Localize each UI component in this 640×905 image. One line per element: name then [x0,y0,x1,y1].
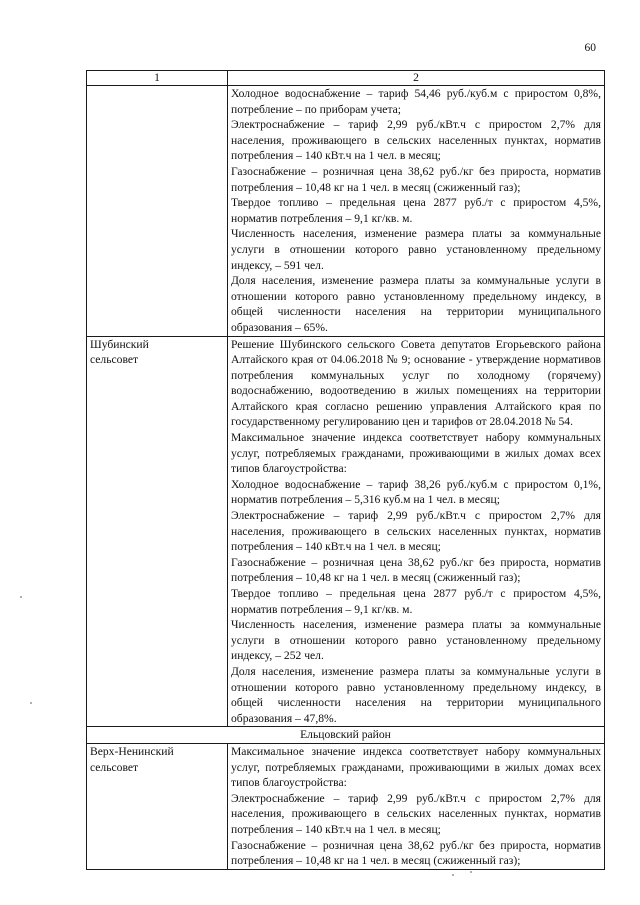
municipality-name: Шубинский сельсовет [90,337,149,367]
description-cell [228,336,605,727]
paragraph: Электроснабжение – тариф 2,99 руб./кВт.ч с приростом 2,7% для населения, проживающего в сельских населенных пунктах, норматив потребления – 140 кВт.ч на 1 чел. в месяц; [231,791,601,836]
table-row [87,86,605,337]
paragraph: Холодное водоснабжение – тариф 38,26 руб./куб.м с приростом 0,1%, норматив потребления – 5,316 куб.м на 1 чел. в месяц; [231,477,601,507]
scan-speck [20,596,22,598]
paragraph: Доля населения, изменение размера платы за коммунальные услуги в отношении которого равно установленному предельному индексу, в общей численности населения на территории муниципального образования – 47,8%. [231,664,601,725]
paragraph: Газоснабжение – розничная цена 38,62 руб./кг без прироста, норматив потребления – 10,48 кг на 1 чел. в месяц (сжиженный газ); [231,838,601,868]
paragraph: Решение Шубинского сельского Совета депутатов Егорьевского района Алтайского края от 04.06.2018 № 9; основание - утверждение нормативов потребления коммунальных услуг по холодному (горячему) водоснабжению, водоотведению в жилых помещениях на территории Алтайского края согласно решению управления Алтайского края по государственному регулированию цен и тарифов от 28.04.2018 № 54. [231,337,601,429]
district-heading: Ельцовский район [87,727,605,744]
paragraph: Твердое топливо – предельная цена 2877 руб./т с приростом 4,5%, норматив потребления – 9,1 кг/кв. м. [231,587,601,616]
scan-speck [470,871,472,873]
table-row [87,743,605,869]
paragraph: Численность населения, изменение размера платы за коммунальные услуги в отношении которого равно установленному предельному индексу, – 252 чел. [231,618,601,663]
page-number: 60 [584,42,596,54]
table-header-row [87,71,605,86]
paragraph: Максимальное значение индекса соответствует набору коммунальных услуг, потребляемых гражданами, проживающими в жилых домах всех типов благоустройства: [231,744,601,790]
paragraph: Твердое топливо – предельная цена 2877 руб./т с приростом 4,5%, норматив потребления – 9,1 кг/кв. м. [231,196,601,225]
paragraph: Численность населения, изменение размера платы за коммунальные услуги в отношении которого равно установленному предельному индексу, – 591 чел. [231,227,601,272]
municipality-cell [87,743,228,869]
paragraph: Доля населения, изменение размера платы за коммунальные услуги в отношении которого равно установленному предельному индексу, в общей численности населения на территории муниципального образования – 65%. [231,274,601,334]
tariff-table [86,70,605,870]
scan-speck [452,874,454,876]
paragraph: Электроснабжение – тариф 2,99 руб./кВт.ч с приростом 2,7% для населения, проживающего в сельских населенных пунктах, норматив потребления – 140 кВт.ч на 1 чел. в месяц; [231,509,601,554]
paragraph: Газоснабжение – розничная цена 38,62 руб./кг без прироста, норматив потребления – 10,48 кг на 1 чел. в месяц (сжиженный газ); [231,164,601,194]
column-header-2: 2 [228,71,605,86]
paragraph: Электроснабжение – тариф 2,99 руб./кВт.ч с приростом 2,7% для населения, проживающего в сельских населенных пунктах, норматив потребления – 140 кВт.ч на 1 чел. в месяц; [231,118,601,163]
column-header-1: 1 [87,71,228,86]
municipality-name: Верх-Ненинский сельсовет [90,744,174,774]
paragraph: Холодное водоснабжение – тариф 54,46 руб./куб.м с приростом 0,8%, потребление – по приборам учета; [231,87,601,116]
district-heading-row [87,727,605,744]
municipality-cell [87,86,228,337]
description-cell [228,743,605,869]
paragraph: Максимальное значение индекса соответствует набору коммунальных услуг, потребляемых гражданами, проживающими в жилых домах всех типов благоустройства: [231,431,601,476]
description-cell [228,86,605,337]
scan-speck [30,702,32,704]
municipality-cell [87,336,228,727]
paragraph: Газоснабжение – розничная цена 38,62 руб./кг без прироста, норматив потребления – 10,48 кг на 1 чел. в месяц (сжиженный газ); [231,555,601,585]
table-row [87,336,605,727]
